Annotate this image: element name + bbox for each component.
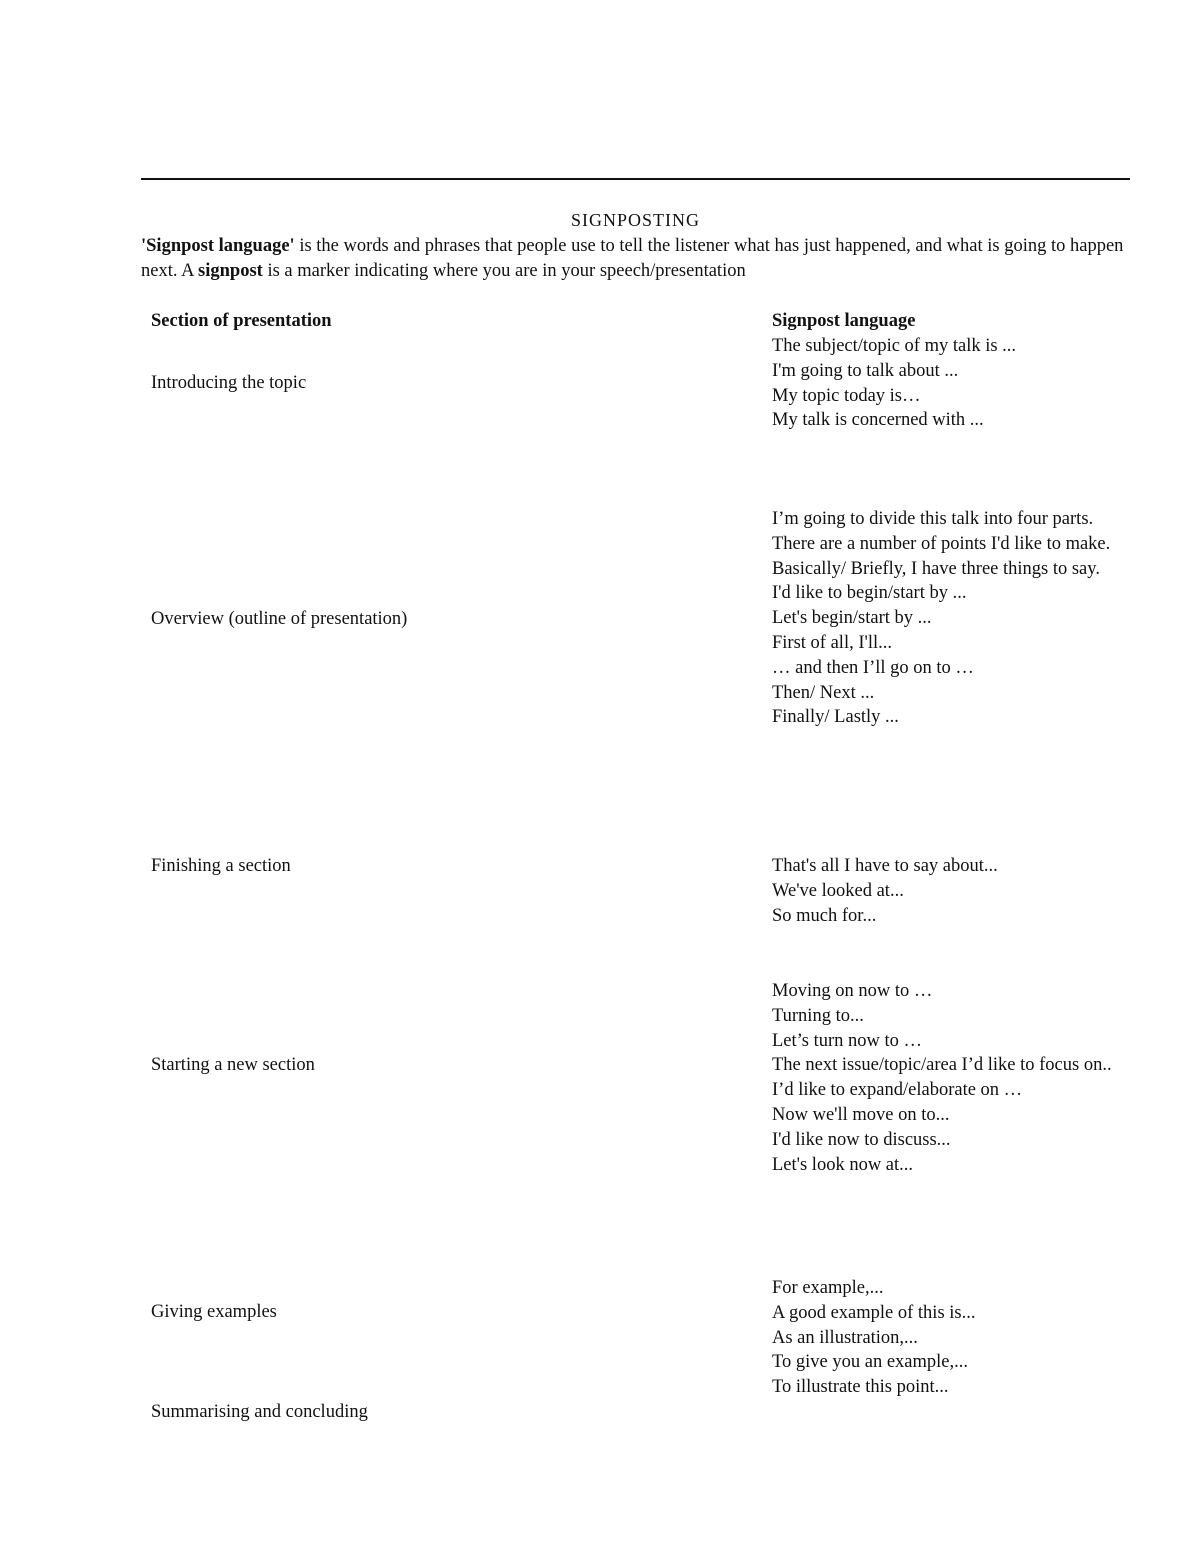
phrase-item: We've looked at... [772, 880, 904, 901]
intro-paragraph [141, 234, 1130, 284]
phrase-item: Finally/ Lastly ... [772, 707, 899, 728]
section-label-starting-new-section: Starting a new section [151, 1055, 315, 1075]
phrase-item: Turning to... [772, 1005, 864, 1026]
phrase-item: The subject/topic of my talk is ... [772, 336, 1017, 356]
phrase-item: Basically/ Briefly, I have three things to say. [772, 558, 1100, 579]
phrase-item: I’m going to divide this talk into four parts. [772, 509, 1094, 529]
phrase-item: As an illustration,... [772, 1327, 918, 1348]
phrase-item: The next issue/topic/area I’d like to focus on.. [772, 1055, 1112, 1076]
phrase-item: So much for... [772, 905, 877, 926]
phrase-item: My talk is concerned with ... [772, 410, 984, 431]
section-label-introducing-topic: Introducing the topic [151, 373, 307, 393]
phrase-item: Moving on now to … [772, 981, 933, 1001]
phrase-list-starting-new-section [772, 979, 1122, 1177]
phrase-item: I'm going to talk about ... [772, 360, 959, 381]
phrase-item: I'd like to begin/start by ... [772, 583, 967, 604]
section-label-summarising-concluding: Summarising and concluding [151, 1402, 368, 1422]
phrase-item: To give you an example,... [772, 1352, 968, 1373]
column-header-signpost: Signpost language [772, 311, 916, 331]
column-header-section: Section of presentation [151, 311, 332, 331]
phrase-item: That's all I have to say about... [772, 856, 998, 876]
phrase-item: For example,... [772, 1278, 884, 1298]
section-label-finishing-section: Finishing a section [151, 856, 291, 876]
intro-text-part2: is a marker indicating where you are in your speech/presentation [262, 261, 746, 281]
phrase-item: … and then I’ll go on to … [772, 657, 974, 678]
phrase-item: I'd like now to discuss... [772, 1129, 951, 1150]
phrase-item: Now we'll move on to... [772, 1104, 950, 1125]
phrase-list-finishing-section [772, 854, 1122, 928]
intro-text-part1: is the words and phrases that people use to tell the listener what has just happened, and what is going to happen next. A [141, 236, 1124, 281]
phrase-item: First of all, I'll... [772, 632, 892, 653]
phrase-item: There are a number of points I'd like to make. [772, 533, 1111, 554]
section-label-overview: Overview (outline of presentation) [151, 609, 408, 629]
phrase-item: Let's begin/start by ... [772, 608, 932, 629]
intro-term-signpost-language: 'Signpost language' [141, 236, 295, 256]
phrase-list-overview [772, 507, 1122, 730]
intro-term-signpost: signpost [198, 261, 263, 281]
phrase-list-introducing-topic [772, 334, 1122, 433]
phrase-item: A good example of this is... [772, 1302, 976, 1323]
top-horizontal-rule [141, 178, 1130, 180]
phrase-list-giving-examples [772, 1276, 1122, 1400]
phrase-item: Then/ Next ... [772, 682, 875, 703]
document-title: SIGNPOSTING [570, 210, 700, 230]
phrase-item: My topic today is… [772, 385, 921, 406]
phrase-item: To illustrate this point... [772, 1377, 949, 1398]
phrase-item: Let's look now at... [772, 1154, 914, 1175]
phrase-item: Let’s turn now to … [772, 1030, 923, 1051]
section-label-giving-examples: Giving examples [151, 1302, 277, 1322]
phrase-item: I’d like to expand/elaborate on … [772, 1080, 1023, 1101]
